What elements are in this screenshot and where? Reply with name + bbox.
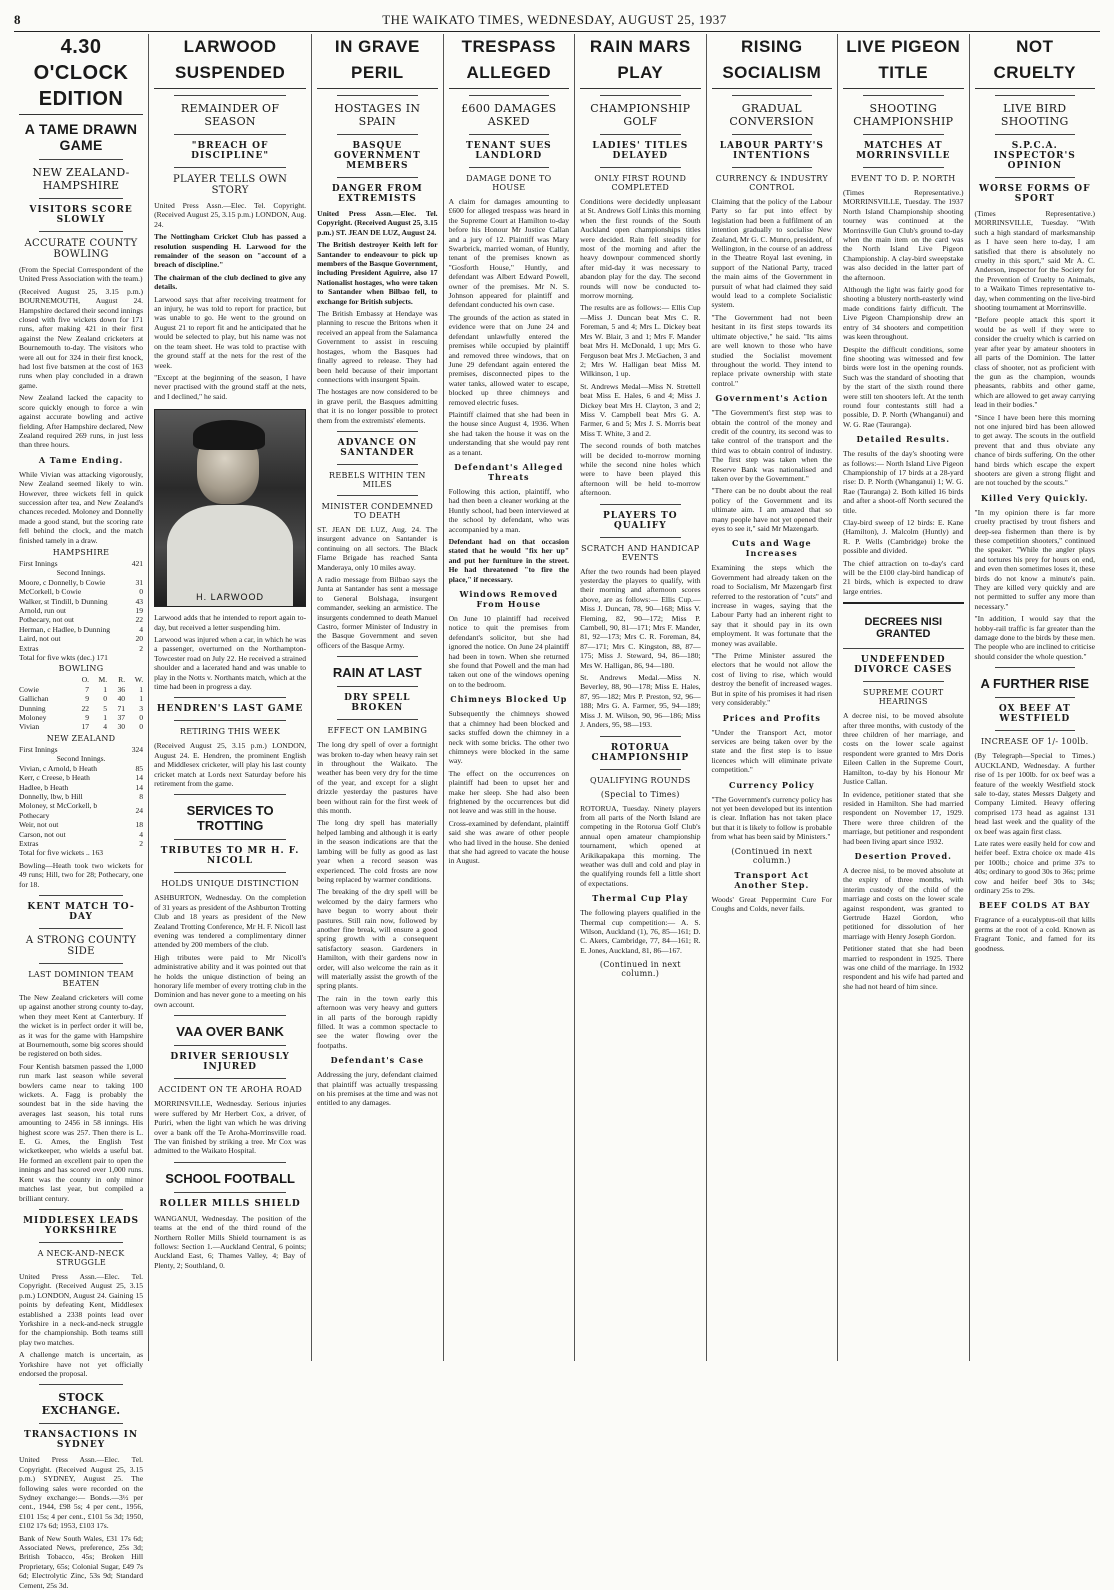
edition-banner: 4.30 O'CLOCK EDITION [19,34,143,115]
table-row: Moloney 9 1 37 0 [19,713,144,723]
paragraph: United Press Assn.—Elec. Tel. Copyright. (Received August 25, 3.15 p.m.) SYDNEY, August 25. The following sales were recorded on the Sydney exchange:— Bonds.—3½ per cent., 1944, £98 5s; 4 per cent., 1956, £101 15s; 4 per cent., £101 5s 3d; 1950, £102 17s 6d; 1953, £103 17s. [19,1455,144,1531]
headline: KENT MATCH TO-DAY [27,901,135,922]
paragraph: Although the light was fairly good for shooting a blustery north-easterly wind made conditions fairly difficult. The Live Pigeon Championship drew an entry of 34 shooters and competition was keen throughout. [843,285,964,342]
column-pigeon [838,34,969,1361]
crosshead: Detailed Results. [856,434,951,445]
paragraph: (Received August 25, 3.15 p.m.) LONDON, August 24. E. Hendren, the prominent English and Middlesex cricketer, will play his last county cricket match at Lords next Saturday before his retirement from the game. [154,741,307,788]
subhead: LABOUR PARTY'S INTENTIONS [719,141,824,161]
subhead: DAMAGE DONE TO HOUSE [466,174,552,192]
subhead: SHOOTING CHAMPIONSHIP [853,102,954,128]
paragraph: "Under the Transport Act, motor services are being taken over by the state and the first step is to issue licences which will eliminate private competition." [711,727,833,775]
paragraph: Four Kentish batsmen passed the 1,000 run mark last season while several bowlers came near to taking 100 wickets. A. Fagg is probably the soundest bat in the side having the averages last season, his total runs amounting to 2456 in 58 innings. His highest score was 257. Then there is L. E. G. Ames, the English Test wicketkeeper, who wields a useful bat. He formed an excellent pair to open the innings and has scored over 1,000 runs. Kent was the county in only minor matches last year, but compiled a brilliant century. [19,1061,144,1203]
paragraph: "Before people attack this sport it would be as well if they were to consider the cruelty which is carried on year after year by amateur shooters in all parts of the Dominion. The latter class of shooter, not as proficient with the gun as the champion, wounds pheasants, rabbits and other game, which are allowed to get away carrying lead in their bodies." [974,315,1095,410]
paragraph: Larwood was injured when a car, in which he was a passenger, overturned on the Northampton-Towcester road on July 22. He received a strained shoulder and a lacerated hand and was unable to play in the Notts v. Northants match, which at the time had been in progress a day. [154,634,307,691]
headline: DECREES NISI GRANTED [864,616,943,641]
paragraph: The results of the day's shooting were as follows:— North Island Live Pigeon Championship of 17 birds at a 28-yard rise: D. P. North (Whanganui) 1; W. G. Rae (Tauranga) 2. Both killed 16 birds and after a shoot-off North secured the title. [843,449,964,515]
subhead: CURRENCY & INDUSTRY CONTROL [715,174,828,192]
subhead: INCREASE OF 1/- 100lb. [980,737,1089,747]
paragraph: Clay-bird sweep of 12 birds: E. Kane (Hamilton), J. Malcolm (Huntly) and R. P. Wells (Cambridge) broke the possible and divided. [843,518,964,556]
headline: LIVE PIGEON TITLE [843,34,963,89]
paragraph: Subsequently the chimneys showed that a chimney had been blocked and sacks stuffed down the chimney in a neck with some bricks. The other two chimneys were blocked in the same way. [448,709,570,766]
headline: HENDREN'S LAST GAME [156,704,304,715]
table-row: Herman, c Hadlee, b Dunning 4 [19,624,144,634]
continued-note: (Continued in next column.) [599,960,681,979]
table-row: Donnelly, lbw, b Hill 8 [19,791,144,801]
crosshead: Chimneys Blocked Up [450,694,568,705]
paragraph: The long dry spell of over a fortnight was broken to-day when heavy rain set in throughout the Waikato. The weather has been very dry for the time of the year, and except for a slight drizzle yesterday the pastures have been without rain for the first week of this month. [317,740,438,816]
subhead: A NECK-AND-NECK STRUGGLE [37,1248,125,1267]
paragraph: Following this action, plaintiff, who had then been a cleaner working at the Huntly school, had been interviewed at the school by defendant, who was accompanied by a man. [448,486,570,534]
paragraph: A decree nisi, to be moved absolute at the expiry of three months, with interim custody of the child of the marriage and costs on the lower scale against respondent, was granted to Gertrude Hazel Gordon, who petitioned for dissolution of her marriage with Henry Joseph Gordon. [843,865,964,941]
paragraph: While Vivian was attacking vigorously, New Zealand seemed likely to win. However, three wickets fell in quick succession after tea, and New Zealand's chances receded. Moloney and Donnelly made a good stand, but the scoring rate fell behind the clock, and the match finished tamely in a draw. [19,469,144,545]
table-row: Kerr, c Creese, b Heath 14 [19,773,144,783]
table-row: Pothecary, not out 22 [19,615,144,625]
subhead: TENANT SUES LANDLORD [466,141,552,161]
subhead: PLAYER TELLS OWN STORY [173,174,288,196]
table-row: Weir, not out 18 [19,820,144,830]
column-cricket [14,34,149,1590]
paragraph: (Times Representative.) MORRINSVILLE, Tuesday. "With such a high standard of marksmanship as I have seen here to-day, I am satisfied that there is absolutely no cruelty in this sport," said Mr A. C. Anderson, inspector for the Society for the Prevention of Cruelty to Animals, to a Waikato Times representative to-day, when commenting on the live-bird shooting tournament at Morrinsville. [974,209,1095,313]
headline: NOT CRUELTY [975,34,1095,89]
paragraph: Larwood says that after receiving treatment for an injury, he was told to report for practice, but was unable to go. He went to the ground on August 21 to report fit and he anticipated that he would be selected to play, but his name was not on the team sheet. He was told to practise with the ground staff at the nets for the rest of the week. [154,294,307,370]
headline: ADVANCE ON SANTANDER [337,437,418,458]
table-row: McCorkell, b Cowie 0 [19,587,144,597]
subhead: ROLLER MILLS SHIELD [159,1198,301,1209]
paragraph: The British destroyer Keith left for Santander to endeavour to pick up members of the Basque Government, including President Aguirre, also 17 Nationalist hostages, who were taken to Santander when Bilbao fell, to exchange for British subjects. [317,240,438,306]
subhead: "BREACH OF DISCIPLINE" [191,141,270,161]
table-row: Vivian 17 4 30 0 [19,722,144,732]
crosshead: Desertion Proved. [854,850,952,861]
table-row: Moloney, st McCorkell, b Pothecary 24 [19,801,144,820]
masthead [14,6,1100,32]
headline: RISING SOCIALISM [712,34,832,89]
crosshead: Windows Removed From House [459,589,559,610]
headline: IN GRAVE PERIL [317,34,437,89]
column-socialism [707,34,838,1361]
paragraph: The chief attraction on to-day's card will be the £100 clay-bird handicap of 21 birds, which is expected to draw large entries. [843,558,964,596]
subhead: GRADUAL CONVERSION [729,102,815,128]
subhead: S.P.C.A. INSPECTOR'S OPINION [993,141,1076,171]
table-row: Dunning 22 5 71 3 [19,703,144,713]
paragraph: "Except at the beginning of the season, I have never practised with the ground staff at the nets, and I declined," he said. [154,372,307,401]
paragraph: "The Government had not been hesitant in its first steps towards its ultimate objective," he said. "Its aims are well known to those who have studied the Socialist movement throughout the world. They intend to replace private ownership with state control." [711,312,833,388]
paragraph: (From the Special Correspondent of the United Press Association with the team.) [19,265,144,284]
advertisement-title: BEEF COLDS AT BAY [978,900,1091,911]
paragraph: Bank of New South Wales, £31 17s 6d; Associated News, preference, 25s 3d; British Tobacco, 45s; Broken Hill Proprietary, 65s; Colonial Sugar, £49 7s 6d; Electrolytic Zinc, 53s 9d; Standard Cement, 25s 3d. [19,1533,144,1590]
paragraph: "The Government's first step was to obtain the control of the money and credit of the country, its second was to take control of the transport and the third was to obtain control of industry. The first step was taken when the Reserve Bank was nationalised and taken over by the Government." [711,408,833,483]
paragraph: A decree nisi, to be moved absolute after three months, with custody of the three children of her marriage, and costs on the lower scale against respondent were granted to Mrs Doris Eileen Callen in the Supreme Court, Hamilton, to-day by his Honour Mr Justice Callan. [843,711,964,787]
subhead: ACCIDENT ON TE AROHA ROAD [158,1085,303,1095]
crosshead: Currency Policy [729,779,815,790]
crosshead: Cuts and Wage Increases [731,538,812,559]
subhead: OX BEEF AT WESTFIELD [998,704,1071,725]
headline: LARWOOD SUSPENDED [154,34,306,89]
table-row: Vivian, c Arnold, b Heath 85 [19,763,144,773]
table-row: Hadlee, b Heath 14 [19,782,144,792]
subhead: SUPREME COURT HEARINGS [862,688,944,707]
paragraph: "There can be no doubt about the real policy of the Government and its ultimate aim. I am amazed that so many people have not yet opened their eyes to see it," said Mr Mazengarb. [711,486,833,533]
paragraph: Larwood adds that he intended to report again to-day, but received a letter suspending him. [154,613,307,632]
subhead: QUALIFYING ROUNDS [590,775,691,785]
subhead: MATCHES AT MORRINSVILLE [856,141,951,161]
paragraph: Despite the difficult conditions, some fine shooting was witnessed and few birds were lost in the opening rounds. Such was the standard of shooting that by the start of the sixth round there were still ten shooters left. At the tenth round four contestants still had a possible, D. P. North (Whanganui) and W. G. Rae (Tauranga). [843,344,964,429]
subhead: DRIVER SERIOUSLY INJURED [170,1052,290,1073]
headline: VAA OVER BANK [176,1024,284,1040]
paragraph: Plaintiff claimed that she had been in the house since August 4, 1936. When she had taken the house it was on the understanding that she would pay rent as a tenant. [448,409,570,457]
column-larwood [149,34,312,1361]
table-row: Extras 2 [19,838,144,848]
paragraph: St. Andrews Medal—Miss N. Strettell beat Miss E. Hales, 6 and 4; Miss J. Dickey beat Mrs H. Clayton, 3 and 2; Miss V. Campbell beat Mrs G. A. Farmer, 6 and 5; Mrs J. S. Morris beat Miss T. White, 3 and 2. [580,381,701,438]
subhead: TRIBUTES TO MR H. F. NICOLL [160,846,300,867]
subhead: EFFECT ON LAMBING [327,726,428,736]
subhead: £600 DAMAGES ASKED [461,102,557,128]
table-row: Walker, st Tindill, b Dunning 43 [19,596,144,606]
headline: ROTORUA CHAMPIONSHIP [591,742,690,763]
column-trespass [444,34,575,1361]
headline: MIDDLESEX LEADS YORKSHIRE [23,1215,139,1236]
paragraph: New Zealand lacked the capacity to score quickly enough to force a win against accurate bowling and active fielding. After Hampshire declared, New Zealand required 269 runs, in just less than three hours. [19,393,144,450]
paragraph: (Received August 25, 3.15 p.m.) BOURNEMOUTH, August 24. Hampshire declared their second innings closed with five wickets down for 171 runs, after making 421 in their first against the New Zealand cricketers at Bournemouth to-day. The visitors who were all out for 324 in their first knock, had lost five batsmen at the cost of 163 runs when play concluded in a drawn game. [19,286,144,390]
paragraph: "The Government's currency policy has not yet been developed but its intention is clear. Inflation has not taken place but that it is likely to follow is probable from what has been said by Ministers." [711,794,833,842]
paragraph: "In my opinion there is far more cruelty practised by trout fishers and deep-sea fishermen than there is by these competition shooters," continued the speaker. "While the angler plays and tortures his prey for hours on end, and even then sometimes loses it, these birds do not know a minute's pain. They are killed very quickly and are not permitted to suffer any more than necessary." [974,507,1095,611]
paragraph: United Press Assn.—Elec. Tel. Copyright. (Received August 25, 3.15 p.m.) LONDON, August 24. Gaining 15 points by defeating Kent, Middlesex established a 2338 points lead over Yorkshire in a neck-and-neck struggle for the championship. Both teams still play two matches. [19,1271,144,1347]
headline: PLAYERS TO QUALIFY [603,510,678,531]
scorecard-hampshire: First Innings 421 Second Innings. Moore, c Donnelly, b Cowie 31 McCorkell, b Cowie 0 Walker, st Tindill, b Dunning 43 Arnold, run out 19 Pothecary, not out 22 Herman, c Hadlee, b Dunning 4 Laird, not out 20 Extras 2 Total for five wkts (dec.) 171 [19,558,144,663]
paragraph: Petitioner stated that she had been married to respondent in 1925. There was one child of the marriage. In 1932 respondent and his wife had parted and she had not heard of him since. [843,944,964,991]
subhead: ACCURATE COUNTY BOWLING [24,238,138,260]
advertisement: Fragrance of a eucalyptus-oil that kills germs at the root of a cold. Known as Fragrant Tonic, and famed for its goodness. [974,915,1095,953]
crosshead: Prices and Profits [722,712,821,723]
paragraph: ST. JEAN DE LUZ, Aug. 24. The insurgent advance on Santander is continuing on all sectors. The Black Flame Brigade has reached Santa Manderaya, only 10 miles away. [317,524,438,572]
headline: RAIN MARS PLAY [580,34,700,89]
paragraph: The Nottingham Cricket Club has passed a resolution suspending H. Larwood for the remainder of the season on "account of a breach of discipline." [154,232,307,270]
headline: TRESPASS ALLEGED [449,34,569,89]
paragraph: United Press Assn.—Elec. Tel. Copyright. (Received August 25, 3.15 p.m.) ST. JEAN DE LUZ, August 24. [317,209,438,237]
column-golf [575,34,706,1361]
subhead: REMAINDER OF SEASON [180,102,280,128]
subhead: MINISTER CONDEMNED TO DEATH [321,501,434,520]
continued-note: (Continued in next column.) [731,846,813,865]
subhead: RETIRING THIS WEEK [179,727,281,737]
paragraph: Cross-examined by defendant, plaintiff said she was aware of other people who had lived in the house. She denied that she had agreed to vacate the house in August. [448,818,570,866]
subhead: TRANSACTIONS IN SYDNEY [24,1430,139,1451]
paragraph: "The Prime Minister assured the electors that he would not allow the cost of living to rise, which would destroy the benefit of increased wages. But in spite of his promises it had risen very considerably." [711,651,833,708]
paragraph: United Press Assn.—Elec. Tel. Copyright. (Received August 25, 3.15 p.m.) LONDON, Aug. 24. [154,201,307,229]
headline: STOCK EXCHANGE. [41,1391,121,1418]
paragraph: (Times Representative.) MORRINSVILLE, Tuesday. The 1937 North Island Championship shooting tourney was continued at the Morrinsville Gun Club's ground to-day when the main item on the card was the North Island Live Pigeon Championship. A clay-bird sweepstake was also decided in the latter part of the afternoon. [843,188,964,282]
paragraph: Late rates were easily held for cow and heifer beef. Extra choice ox made 41s per 100lb.; choice and prime 37s to 40s; ordinary to good 30s to 36s; prime cow and heifer beef 30s to 34s; ordinary 25s to 29s. [974,838,1095,895]
headline: SERVICES TO TROTTING [186,803,274,834]
paragraph: "Since I have been here this morning not one injured bird has been allowed to get away. The scouts in the outfield prevent that and thus obviate any chance of birds suffering. On the other hand birds which escape the expert shooters are given a strong flight and are not touched by the scouts." [974,412,1095,488]
paragraph: ASHBURTON, Wednesday. On the completion of 31 years as president of the Ashburton Trotting Club and 18 years as president of the New Zealand Trotting Conference, Mr H. F. Nicoll last evening was tendered a complimentary dinner attended by 200 members of the club. [154,893,307,950]
paragraph: Addressing the jury, defendant claimed that plaintiff was actually trespassing on his premises at the time and was not entitled to any damages. [317,1070,438,1108]
subhead: LAST DOMINION TEAM BEATEN [28,969,134,988]
subhead: HOSTAGES IN SPAIN [334,102,421,128]
paragraph: The second rounds of both matches will be decided to-morrow morning while the second nine holes which were to have been played this afternoon will be held to-morrow afternoon. [580,441,701,498]
paragraph: A claim for damages amounting to £600 for alleged trespass was heard in the Supreme Court at Hamilton to-day before his Honour Mr Justice Callan and a jury of 12. Plaintiff was Mary Swarbrick, married woman, of Huntly, tenant of the premises known as "Gosforth House," Huntly, and defendant was Albert Edward Powell, owner of the premises. Mr N. S. Johnson appeared for plaintiff and defendant conducted his own case. [448,197,570,310]
paragraph: (By Telegraph—Special to Times.) AUCKLAND, Wednesday. A further rise of 1s per 100lb. for ox beef was a feature of the weekly Westfield stock sale to-day, states Messrs Dalgety and Company Limited. Heavy offering comprised 173 head as against 131 head last week and the quality of the ox beef was again first class. [974,751,1095,836]
headline: RAIN AT LAST [332,665,422,681]
table-row: Gallichan 9 0 40 1 [19,694,144,704]
paragraph: The hostages are now considered to be in grave peril, the Basques admitting that it is no longer possible to protect them from the extremists' elements. [317,387,438,425]
crosshead: Thermal Cup Play [592,893,689,904]
crosshead: Defendant's Case [330,1055,425,1066]
paragraph: The breaking of the dry spell will be welcomed by the dairy farmers who have begun to worry about their pastures. Still rain now, followed by another fine break, will ensure a good spring growth with a consequent satisfactory season. Gardeners in Hamilton, with their gardens now in order, will also welcome the rain as it will materially assist the growth of the spring plants. [317,887,438,991]
page-number: 8 [14,12,21,27]
subhead: A STRONG COUNTY SIDE [25,934,137,957]
subhead: DANGER FROM EXTREMISTS [331,184,423,204]
subhead: DRY SPELL BROKEN [344,693,411,714]
paragraph: Claiming that the policy of the Labour Party so far put into effect by legislation had been a fulfilment of an intention gradually to socialise New Zealand, Mr G. C. Munro, president, of Wellington, in the course of an address in the Theatre Royal last evening, in support of the National Party, traced the main aims of the Government in pursuit of what had claimed they said would lead to a complete Socialistic system. [711,197,833,310]
table-row: Arnold, run out 19 [19,606,144,615]
headline: A TAME DRAWN GAME [24,121,138,153]
subhead: NEW ZEALAND-HAMPSHIRE [32,166,130,192]
scorecard-new-zealand: First Innings 324 Second Innings. Vivian, c Arnold, b Heath 85 Kerr, c Creese, b Heath 14 Hadlee, b Heath 14 Donnelly, lbw, b Hill 8 Moloney, st McCorkell, b Pothecary 24 Weir, not out 18 Carson, not out 4 Extras 2 Total for five wickets .. 163 [19,744,144,858]
paragraph: Defendant had on that occasion stated that he would "fix her up" and put her furniture in the street. He had threatened "to fire the place," if necessary. [448,537,570,584]
subhead: LADIES' TITLES DELAYED [592,141,689,161]
paragraph: Bowling—Heath took two wickets for 49 runs; Hill, two for 28; Pothecary, one for 18. [19,860,144,889]
table-row: Extras 2 [19,643,144,653]
crosshead: Government's Action [715,393,829,404]
headline: SCHOOL FOOTBALL [165,1170,295,1186]
subhead: CHAMPIONSHIP GOLF [590,102,691,128]
paragraph: A radio message from Bilbao says the Junta at Santander has sent a message to General Bolshaga, insurgent commander, seeking an armistice. The insurgents condemned to death Manuel Castro, former Minister of Industry in the Basque Government and seven officers of the Basque Army. [317,574,438,650]
portrait-photo [154,409,306,607]
paragraph: On June 10 plaintiff had received notice to quit the premises from defendant's solicitor, but she had ignored the notice. On June 24 plaintiff had been in town. When she returned she found that Powell and the man had taken out one of the windows opening on to the bedroom. [448,614,570,689]
paragraph: "In addition, I would say that the hobby-rail traffic is far greater than the damage done to the birds by these men. The people who are inclined to criticise should consider the whole question." [974,614,1095,661]
subhead: SCRATCH AND HANDICAP EVENTS [581,543,700,562]
subhead: (Special to Times) [600,789,680,799]
photo-caption: H. LARWOOD [196,592,265,603]
table-row: Laird, not out 20 [19,634,144,644]
column-cruelty [970,34,1100,1361]
team-name: NEW ZEALAND [46,733,116,743]
paragraph: The long dry spell has materially helped lambing and although it is early in the season indications are that the lambing will be fully as good as last year when a record season was experienced. The cold frosts are now being replaced by warmer conditions. [317,818,438,884]
paragraph: High tributes were paid to Mr Nicoll's administrative ability and it was pointed out that he holds the unique distinction of being an honorary life member of every trotting club in the Dominion and has never gone to a meeting on his own account. [154,952,307,1009]
paragraph: In evidence, petitioner stated that she resided in Hamilton. She had married respondent on November 17, 1929. There were three children of the marriage, but petitioner and respondent had been living apart since 1932. [843,789,964,846]
table-row: Cowie 7 1 36 1 [19,684,144,694]
paragraph: WANGANUI, Wednesday. The position of the teams at the end of the third round of the Northern Roller Mills Shield tournament is as follows: Section 1.—Auckland Central, 6 points; Auckland East, 6; Thames Valley, 4; Bay of Plenty, 2; Southland, 0. [154,1213,307,1270]
advertisement: Woods' Great Peppermint Cure For Coughs and Colds, never fails. [711,894,833,913]
paragraph: The rain in the town early this afternoon was very heavy and gutters in all parts of the borough rapidly filled. It was a common spectacle to see the water flowing over the footpaths. [317,993,438,1050]
subhead: HOLDS UNIQUE DISTINCTION [161,879,299,889]
table-row: Moore, c Donnelly, b Cowie 31 [19,577,144,587]
masthead-title: THE WAIKATO TIMES, WEDNESDAY, AUGUST 25, 1937 [382,12,727,27]
paragraph: St. Andrews Medal.—Miss N. Beverley, 88, 90—178; Miss E. Hales, 87, 95—182; Mrs P. Preston, 92, 96—188; Mrs G. A. Farmer, 95, 94—189; Miss J. M. Wilson, 90, 96—186; Miss J. Anders, 95, 98—193. [580,673,701,730]
subhead: EVENT TO D. P. NORTH [850,174,956,183]
paragraph: The grounds of the action as stated in evidence were that on June 24 and defendant unlawfully entered the premises while occupied by plaintiff and removed three windows, that on June 29 defendant again entered the premises, disconnected pipes to the water tanks, allowed water to escape, blocked up three chimneys and removed electric fuses. [448,312,570,407]
paragraph: The following players qualified in the Thermal cup competition:— A. S. Wilson, Auckland (1), 76, 85—161; D. C. Akers, Cambridge, 77, 84—161; R. E. Jones, Auckland, 81, 86—167. [580,908,701,955]
subhead: ONLY FIRST ROUND COMPLETED [594,174,687,192]
subhead: LIVE BIRD SHOOTING [1000,102,1069,128]
subhead: WORSE FORMS OF SPORT [979,184,1091,204]
paragraph: The results are as follows:— Ellis Cup—Miss J. Duncan beat Mrs C. R. Foreman, 5 and 4; Mrs L. Dickey beat Mrs W. Blair, 3 and 1; Mrs F. Mander beat Mrs H. McDonald, 1 up; Mrs G. Ferguson beat Mrs J. McGachen, 3 and 2; Mrs W. Halligan beat Miss M. Wilkinson, 1 up. [580,303,701,379]
table-row: Carson, not out 4 [19,829,144,839]
paragraph: MORRINSVILLE, Wednesday. Serious injuries were suffered by Mr Herbert Cox, a driver, of Puriri, when the light van which he was driving over a bank off the Te Aroha-Morrinsville road. The van finished by striking a tree. Mr Cox was admitted to the Waikato Hospital. [154,1099,307,1156]
paragraph: A challenge match is uncertain, as Yorkshire have not yet officially endorsed the proposal. [19,1350,144,1378]
paragraph: Conditions were decidedly unpleasant at St. Andrews Golf Links this morning when the first rounds of the South Auckland open championships titles were decided. Rain fell steadily for most of the morning and after the heavy downpour commenced shortly after mid-day it was necessary to abandon play for the day. The second rounds will now be conducted to-morrow morning. [580,197,701,301]
bowling-table: O. M. R. W. Cowie 7 1 36 1 Gallichan 9 0 40 1 Dunning 22 5 71 3 Moloney 9 1 37 0 Vivian 17 4 30 0 [19,675,144,732]
paragraph: The British Embassy at Hendaye was planning to rescue the Britons when it received an appeal from the Salamanca Government to assist in rescuing hostages, whom the Basques had finally agreed to release. They had been held because of their important connections with insurgent Spain. [317,309,438,384]
column-spain [312,34,443,1361]
subhead: UNDEFENDED DIVORCE CASES [854,655,953,676]
paragraph: The chairman of the club declined to give any details. [154,272,307,292]
crosshead: Killed Very Quickly. [980,492,1089,503]
team-name: HAMPSHIRE [52,547,110,557]
subhead: REBELS WITHIN TEN MILES [329,470,426,489]
crosshead: Defendant's Alleged Threats [454,461,564,482]
crosshead: Transport Act Another Step. [734,869,810,890]
paragraph: Examining the steps which the Government had already taken on the road to Socialism, Mr Mazengarb first referred to the restoration of "cuts" and increase in wages, saying that the Labour Party had an inherent right to say that it should pay in its own employment. It was fortunate that the money was available. [711,563,833,648]
paragraph: After the two rounds had been played yesterday the players to qualify, with their morning and afternoon scores above, are as follows:— Ellis Cup.—Miss J. Duncan, 78, 90—168; Miss V. Fleming, 82, 90—172; Miss P. Cambell, 90, 81—171; Mrs F. Mander, 81, 92—173; Mrs C. R. Foreman, 84, 87—171; Mrs C. Kingston, 88, 87—175; Miss J. Steward, 94, 86—180; Mrs W. Halligan, 86, 94—180. [580,566,701,670]
subhead: BASQUE GOVERNMENT MEMBERS [334,141,421,171]
crosshead: A Tame Ending. [38,454,124,465]
subhead: VISITORS SCORE SLOWLY [29,205,133,225]
paragraph: The effect on the occurrences on plaintiff had been to upset her and make her sleep. She had also been frightened by the occurrences but did not leave and was still in the house. [448,768,570,816]
table-title: BOWLING [58,664,104,674]
paragraph: ROTORUA, Tuesday. Ninety players from all parts of the North Island are competing in the Rotorua Golf Club's annual open amateur championship tournament, which opened at Arikikapakapa this morning. The weather was dull and cold and play in the qualifying rounds fell a little short of expectations. [580,803,701,888]
paragraph: The New Zealand cricketers will come up against another strong county to-day, when they meet Kent at Canterbury. If the wicket is in perfect order it will be, as it was for the game with Hampshire at Bournemouth, some big scores should be registered on both sides. [19,992,144,1059]
headline: A FURTHER RISE [980,676,1090,692]
